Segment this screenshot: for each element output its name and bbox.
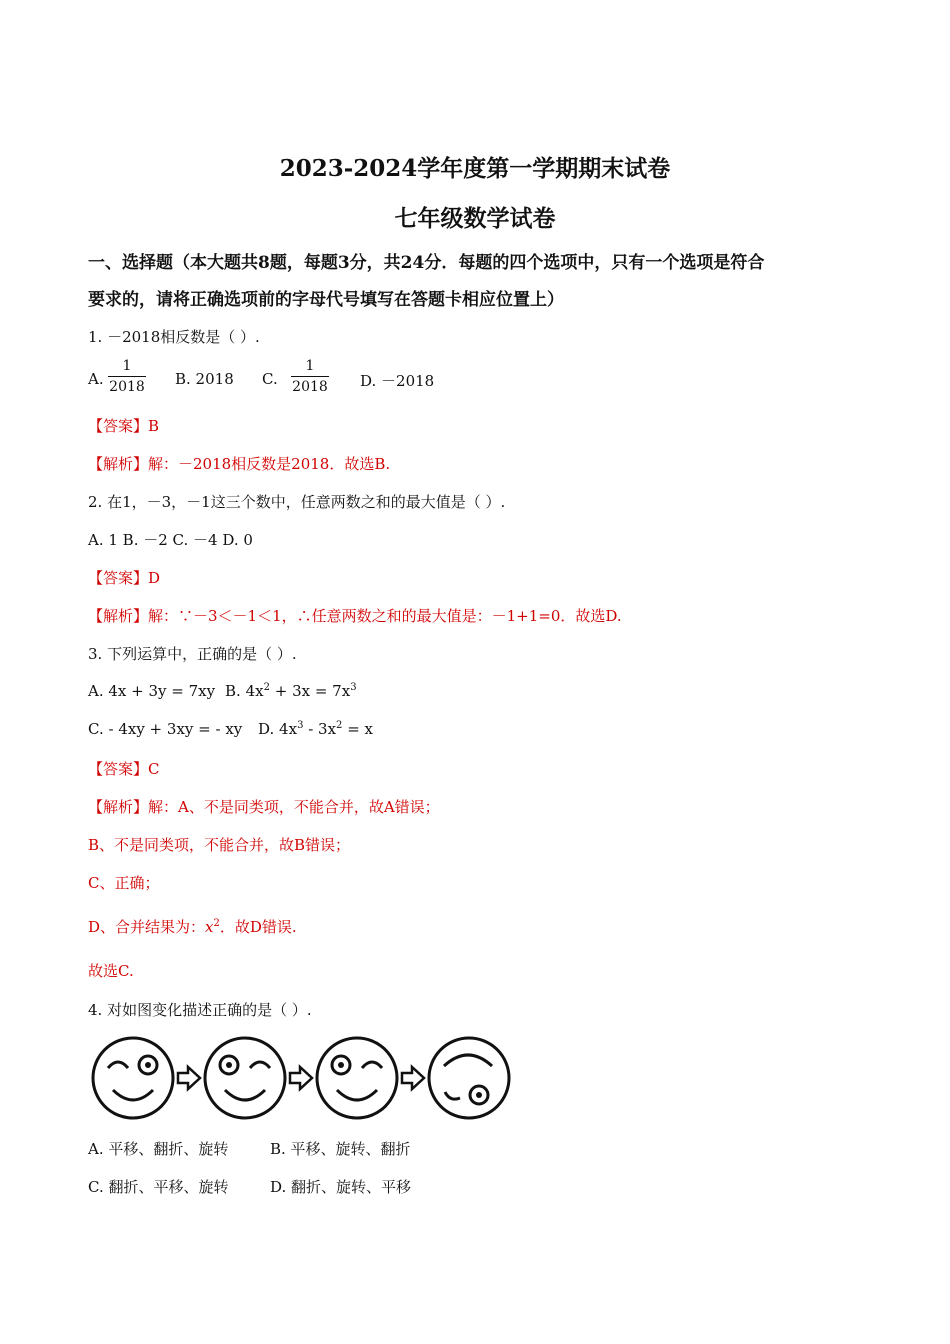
q3-b-expr2: + 3x = 7x: [269, 682, 351, 700]
exam-title: 2023-2024学年度第一学期期末试卷: [279, 155, 671, 182]
q1-analysis: 【解析】解：－2018相反数是2018．故选B.: [88, 455, 391, 473]
q2-analysis: 【解析】解：∵－3＜－1＜1，∴任意两数之和的最大值是：－1+1=0．故选D.: [88, 607, 622, 625]
q3-answer: 【答案】C: [88, 760, 160, 778]
q3-d-exp2: 2: [336, 720, 343, 731]
q4-stem: 4. 对如图变化描述正确的是（ ）.: [88, 1001, 312, 1019]
q3-analysis-2: B、不是同类项，不能合并，故B错误；: [88, 836, 351, 854]
q3-option-c: C. - 4xy + 3xy = - xy: [88, 720, 243, 738]
q3-d-expr3: = x: [342, 720, 373, 738]
q4-option-d: D. 翻折、旋转、平移: [270, 1178, 412, 1196]
arrow-right-icon: [402, 1067, 424, 1089]
section-heading-line1: 一、选择题（本大题共8题，每题3分，共24分．每题的四个选项中，只有一个选项是符合: [88, 253, 765, 273]
q3-d-expr1: 4x: [279, 720, 298, 738]
q1-option-d: D. －2018: [360, 372, 435, 390]
q4-option-c: C. 翻折、平移、旋转: [88, 1178, 229, 1196]
q3-b-exp2: 3: [350, 682, 357, 693]
q3-analysis-4-var: x: [205, 918, 214, 936]
q1-answer: 【答案】B: [88, 417, 160, 435]
q3-analysis-5: 故选C.: [88, 962, 134, 980]
q1-option-a-label: A.: [88, 370, 104, 388]
q3-b-exp1: 2: [263, 682, 270, 693]
q3-option-a: A. 4x + 3y = 7xy: [88, 682, 216, 700]
face-4: [429, 1038, 509, 1118]
q1-option-b: B. 2018: [175, 370, 234, 388]
q2-options: A. 1 B. －2 C. －4 D. 0: [88, 531, 253, 549]
q2-answer: 【答案】D: [88, 569, 161, 587]
q4-option-b: B. 平移、旋转、翻折: [270, 1140, 411, 1158]
q3-analysis-4: [88, 916, 297, 937]
face-2: [205, 1038, 285, 1118]
section-heading-line2: 要求的，请将正确选项前的字母代号填写在答题卡相应位置上）: [88, 290, 564, 310]
q3-analysis-3: C、正确；: [88, 874, 160, 892]
q4-option-a: A. 平移、翻折、旋转: [88, 1140, 229, 1158]
fraction-bar: [291, 376, 329, 377]
q3-b-expr1: 4x: [245, 682, 264, 700]
q3-d-expr2: - 3x: [303, 720, 337, 738]
q1-a-denominator: 2018: [109, 379, 145, 395]
q3-option-d: [258, 720, 373, 738]
q4-face-sequence-figure: [88, 1032, 518, 1124]
q3-analysis-1: 【解析】解：A、不是同类项，不能合并，故A错误；: [88, 798, 440, 816]
q1-option-a-fraction: [108, 358, 146, 395]
arrow-right-icon: [178, 1067, 200, 1089]
q1-c-denominator: 2018: [292, 379, 328, 395]
q3-analysis-4-pre: D、合并结果为：: [88, 918, 206, 936]
q3-analysis-4-exp: 2: [213, 918, 220, 929]
fraction-bar: [108, 376, 146, 377]
q1-stem: 1. －2018相反数是（ ）.: [88, 328, 260, 346]
q3-b-label: B.: [225, 682, 241, 700]
face-1: [93, 1038, 173, 1118]
q3-d-exp1: 3: [297, 720, 304, 731]
exam-subtitle: 七年级数学试卷: [394, 205, 556, 232]
q1-option-c-fraction: [291, 358, 329, 395]
face-3: [317, 1038, 397, 1118]
q3-analysis-4-post: ．故D错误.: [219, 918, 297, 936]
q1-c-numerator: 1: [305, 358, 315, 374]
q1-option-c-label: C.: [262, 370, 278, 388]
q3-option-b: [225, 682, 357, 700]
q1-a-numerator: 1: [122, 358, 132, 374]
arrow-right-icon: [290, 1067, 312, 1089]
q3-stem: 3. 下列运算中，正确的是（ ）.: [88, 645, 297, 663]
q2-stem: 2. 在1，－3，－1这三个数中，任意两数之和的最大值是（ ）.: [88, 493, 506, 511]
q3-d-label: D.: [258, 720, 275, 738]
